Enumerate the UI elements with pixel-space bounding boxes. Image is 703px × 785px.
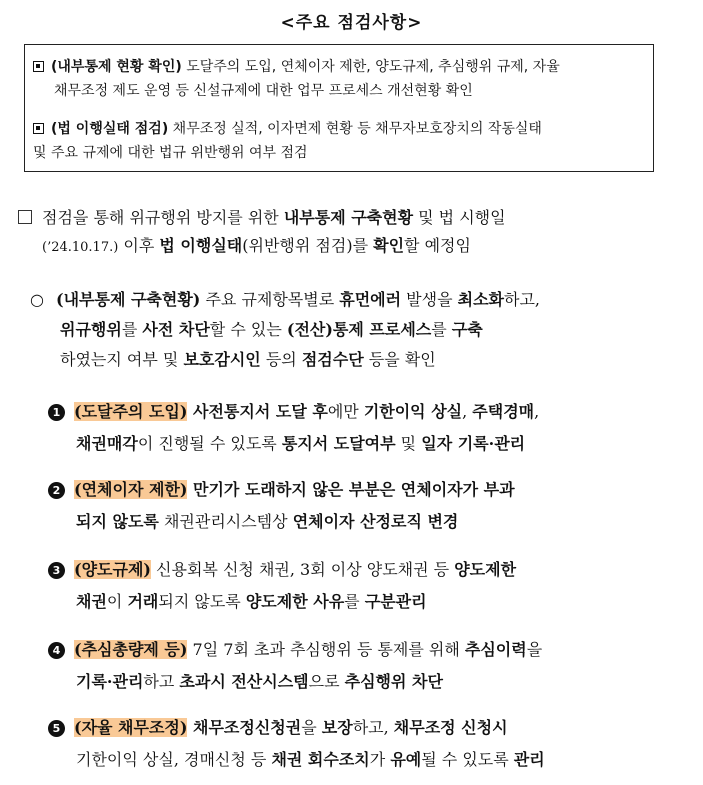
text: 점검을 통해 위규행위 방지를 위한 — [42, 208, 284, 227]
item-label: (추심총량제 등) — [74, 640, 188, 659]
summary-item-text: 도달주의 도입, 연체이자 제한, 양도규제, 추심행위 규제, 자율 — [181, 59, 560, 75]
emphasis: 구분관리 — [364, 592, 427, 611]
emphasis: 최소화 — [457, 290, 505, 309]
emphasis: 되지 않도록 — [76, 512, 159, 531]
emphasis: 구축 — [451, 320, 483, 339]
summary-item-internal-control — [33, 55, 645, 103]
empty-checkbox-bullet-icon — [18, 210, 32, 224]
emphasis: 채권매각 — [76, 434, 138, 453]
text: 및 법 시행일 — [413, 208, 506, 227]
emphasis: 초과시 전산시스템 — [179, 672, 309, 691]
law-date: (’24.10.17.) — [42, 240, 119, 255]
text: 할 수 있는 — [209, 320, 287, 339]
text: 하고, — [352, 718, 394, 737]
emphasis: 점검수단 — [301, 350, 364, 369]
emphasis: 채권 회수조치 — [271, 750, 370, 769]
emphasis: 사전통지서 도달 후 — [187, 402, 328, 421]
text: 을 — [526, 640, 543, 659]
number-badge-icon: 5 — [48, 720, 65, 737]
section-heading: <주요 점검사항> — [280, 13, 423, 33]
check-item-3 — [48, 554, 516, 618]
text: , — [462, 402, 473, 421]
text: 신용회복 신청 채권, 3회 이상 양도채권 등 — [150, 560, 455, 579]
check-item-5 — [48, 712, 545, 776]
emphasis: 연체이자 산정로직 변경 — [292, 512, 459, 531]
emphasis: (내부통제 구축현황) — [56, 290, 201, 309]
text: 주요 규제항목별로 — [200, 290, 340, 309]
text: 할 예정임 — [404, 236, 471, 255]
summary-item-label: (내부통제 현황 확인) — [51, 59, 182, 75]
number-badge-icon: 3 — [48, 562, 65, 579]
summary-item-text-cont: 및 주요 규제에 대한 법규 위반행위 여부 점검 — [33, 145, 308, 161]
text: 기한이익 상실, 경매신청 등 — [76, 750, 272, 769]
text: 을 — [301, 718, 322, 737]
text: 이 진행될 수 있도록 — [137, 434, 282, 453]
emphasis: 통지서 도달여부 — [281, 434, 396, 453]
text: 를 — [121, 320, 143, 339]
summary-item-law-compliance — [33, 117, 645, 165]
emphasis: 휴먼에러 — [339, 290, 402, 309]
text: 를 — [344, 592, 365, 611]
text: 되지 않도록 — [158, 592, 246, 611]
filled-square-bullet-icon — [33, 123, 44, 134]
text: 및 — [395, 434, 422, 453]
number-badge-icon: 1 — [48, 404, 65, 421]
text: 를 — [431, 320, 452, 339]
emphasis: (전산)통제 프로세스 — [286, 320, 432, 339]
summary-item-text-cont: 채무조정 제도 운영 등 신설규제에 대한 업무 프로세스 개선현황 확인 — [54, 83, 473, 99]
text: 으로 — [308, 672, 345, 691]
emphasis: 위규행위 — [60, 320, 122, 339]
emphasis: 양도제한 — [454, 560, 517, 579]
emphasis: 확인 — [373, 236, 405, 255]
check-item-2 — [48, 474, 515, 538]
emphasis: 양도제한 사유 — [245, 592, 345, 611]
check-item-4 — [48, 634, 542, 698]
text: 될 수 있도록 — [421, 750, 514, 769]
emphasis: 거래 — [127, 592, 159, 611]
emphasis: 만기가 도래하지 않은 부분은 연체이자가 부과 — [187, 480, 515, 499]
emphasis: 추심행위 차단 — [344, 672, 443, 691]
check-item-1 — [48, 396, 539, 460]
text: 이 — [106, 592, 128, 611]
item-label: (연체이자 제한) — [74, 480, 188, 499]
sub-paragraph — [30, 285, 540, 375]
summary-item-label: (법 이행실태 점검) — [51, 121, 169, 137]
text: 에만 — [327, 402, 364, 421]
number-badge-icon: 4 — [48, 642, 65, 659]
emphasis: 내부통제 구축현황 — [283, 208, 414, 227]
emphasis: 유예 — [390, 750, 422, 769]
summary-item-text: 채무조정 실적, 이자면제 현황 등 채무자보호장치의 작동실태 — [168, 121, 542, 137]
emphasis: 추심이력 — [464, 640, 527, 659]
summary-box — [24, 44, 654, 172]
text: 하고 — [143, 672, 180, 691]
text: 가 — [369, 750, 391, 769]
emphasis: 법 이행실태 — [159, 236, 243, 255]
text: 하고, — [504, 290, 541, 309]
text: 등을 확인 — [363, 350, 436, 369]
text: 채권관리시스템상 — [158, 512, 293, 531]
emphasis: 주택경매 — [472, 402, 535, 421]
emphasis: 기한이익 상실 — [363, 402, 463, 421]
filled-square-bullet-icon — [33, 61, 44, 72]
text: 등의 — [260, 350, 302, 369]
emphasis: 채무조정 신청시 — [393, 718, 508, 737]
emphasis: 일자 기록·관리 — [421, 434, 526, 453]
text: 7일 7회 초과 추심행위 등 통제를 위해 — [187, 640, 465, 659]
emphasis: 보장 — [321, 718, 353, 737]
text: , — [534, 402, 540, 421]
circle-bullet-icon: ○ — [30, 290, 44, 309]
main-paragraph — [18, 204, 688, 262]
text: 발생을 — [401, 290, 458, 309]
number-badge-icon: 2 — [48, 482, 65, 499]
item-label: (양도규제) — [74, 560, 151, 579]
item-label: (자율 채무조정) — [74, 718, 188, 737]
emphasis: 채무조정신청권 — [187, 718, 302, 737]
text: (위반행위 점검)를 — [242, 236, 374, 255]
text: 이후 — [118, 236, 160, 255]
emphasis: 관리 — [513, 750, 545, 769]
emphasis: 채권 — [76, 592, 107, 611]
item-label: (도달주의 도입) — [74, 402, 188, 421]
emphasis: 보호감시인 — [183, 350, 261, 369]
emphasis: 기록·관리 — [76, 672, 144, 691]
text: 하였는지 여부 및 — [60, 350, 184, 369]
emphasis: 사전 차단 — [142, 320, 210, 339]
